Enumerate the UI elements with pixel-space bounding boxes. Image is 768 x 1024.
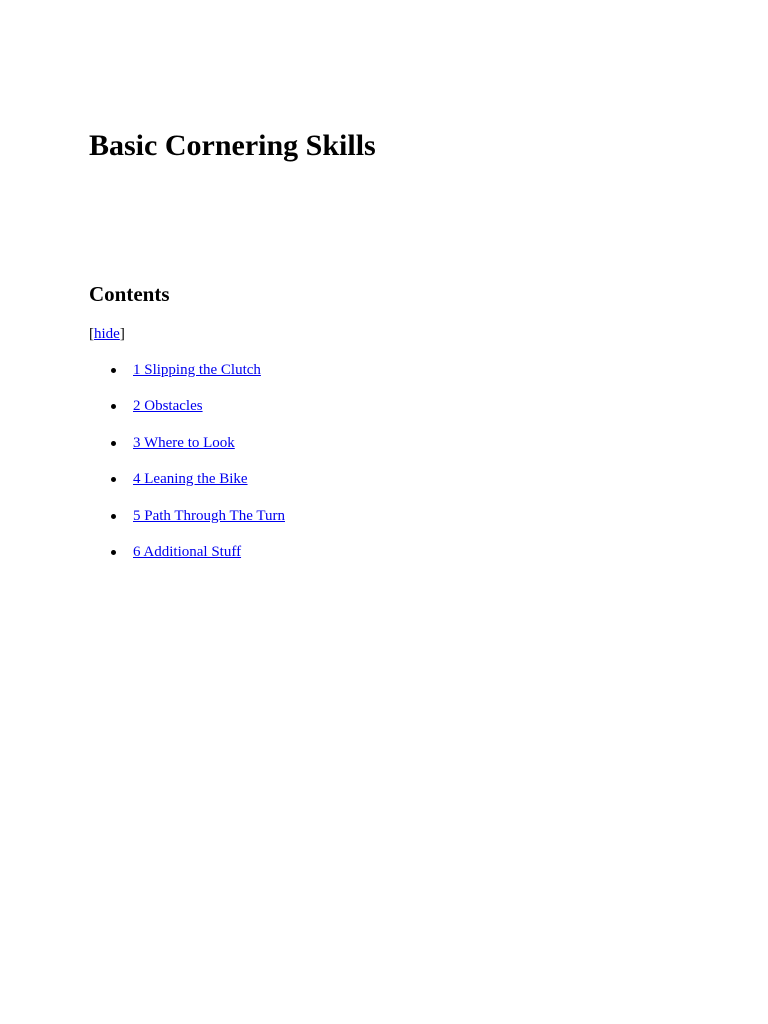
toc-item [89, 469, 285, 505]
toc-toggle-open-bracket: [ [89, 326, 94, 342]
toc-toggle-close-bracket: ] [119, 326, 125, 342]
toc-link-slipping-the-clutch[interactable]: 1 Slipping the Clutch [133, 362, 261, 378]
toc-link-where-to-look[interactable]: 3 Where to Look [133, 434, 235, 451]
bullet-icon [111, 477, 116, 482]
hide-toc-link[interactable]: hide [94, 326, 120, 342]
toc-item [89, 433, 285, 469]
bullet-icon [111, 514, 116, 519]
bullet-icon [111, 441, 116, 446]
bullet-icon [111, 368, 116, 373]
toc-link-obstacles[interactable]: 2 Obstacles [133, 398, 203, 415]
toc-link-leaning-the-bike[interactable]: 4 Leaning the Bike [133, 471, 248, 488]
contents-heading: Contents [89, 282, 170, 306]
toc-item [89, 542, 285, 578]
toc-link-additional-stuff[interactable]: 6 Additional Stuff [133, 543, 242, 560]
page-title: Basic Cornering Skills [89, 129, 376, 162]
toc-list [89, 360, 285, 578]
toc-item [89, 396, 285, 432]
toc-item [89, 360, 285, 396]
toc-toggle [89, 324, 125, 344]
bullet-icon [111, 404, 116, 409]
toc-item [89, 506, 285, 542]
bullet-icon [111, 550, 116, 555]
toc-link-path-through-the-turn[interactable]: 5 Path Through The Turn [133, 507, 285, 524]
